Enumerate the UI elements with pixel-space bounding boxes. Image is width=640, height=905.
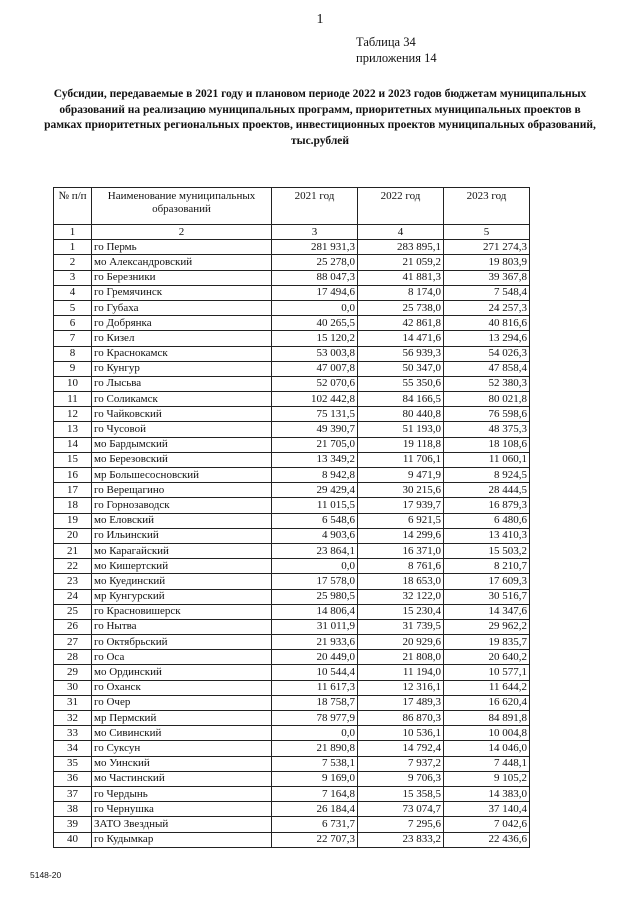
value-2022: 7 937,2 [358,756,444,771]
value-2021: 102 442,8 [272,392,358,407]
row-num: 28 [54,650,92,665]
value-2022: 55 350,6 [358,376,444,391]
municipality-name: мо Кишертский [92,559,272,574]
value-2021: 25 278,0 [272,255,358,270]
row-num: 38 [54,802,92,817]
table-row [54,802,530,817]
row-num: 19 [54,513,92,528]
table-row [54,619,530,634]
value-2021: 15 120,2 [272,331,358,346]
row-num: 14 [54,437,92,452]
row-num: 2 [54,255,92,270]
table-row [54,559,530,574]
value-2022: 19 118,8 [358,437,444,452]
value-2022: 7 295,6 [358,817,444,832]
value-2021: 23 864,1 [272,543,358,558]
subsidies-table [53,187,530,848]
row-num: 8 [54,346,92,361]
value-2021: 0,0 [272,726,358,741]
row-num: 34 [54,741,92,756]
value-2022: 21 059,2 [358,255,444,270]
municipality-name: мо Уинский [92,756,272,771]
value-2021: 9 169,0 [272,771,358,786]
table-row [54,695,530,710]
value-2021: 7 164,8 [272,786,358,801]
value-2021: 6 548,6 [272,513,358,528]
municipality-name: го Красновишерск [92,604,272,619]
table-row [54,635,530,650]
row-num: 18 [54,498,92,513]
value-2022: 6 921,5 [358,513,444,528]
municipality-name: го Кизел [92,331,272,346]
value-2021: 25 980,5 [272,589,358,604]
value-2022: 17 489,3 [358,695,444,710]
value-2023: 80 021,8 [444,392,530,407]
table-row [54,240,530,255]
value-2021: 21 933,6 [272,635,358,650]
value-2023: 47 858,4 [444,361,530,376]
value-2023: 7 042,6 [444,817,530,832]
col-index-2: 2 [92,225,272,240]
value-2023: 28 444,5 [444,483,530,498]
header-name: Наименование муниципальных образований [92,188,272,225]
table-row [54,255,530,270]
table-row [54,331,530,346]
value-2021: 21 890,8 [272,741,358,756]
value-2023: 8 924,5 [444,468,530,483]
value-2022: 12 316,1 [358,680,444,695]
value-2023: 22 436,6 [444,832,530,847]
value-2023: 271 274,3 [444,240,530,255]
value-2022: 283 895,1 [358,240,444,255]
value-2021: 26 184,4 [272,802,358,817]
value-2022: 86 870,3 [358,711,444,726]
value-2023: 54 026,3 [444,346,530,361]
row-num: 1 [54,240,92,255]
municipality-name: го Гремячинск [92,285,272,300]
document-title: Субсидии, передаваемые в 2021 году и плановом периоде 2022 и 2023 годов бюджетам муниципальных образований на реализацию муниципальных программ, приоритетных муниципальных проектов в рамках приоритетных региональных проектов, инвестиционных проектов муниципальных образований, тыс.рублей [44,88,596,147]
row-num: 13 [54,422,92,437]
value-2021: 47 007,8 [272,361,358,376]
table-row [54,452,530,467]
municipality-name: го Губаха [92,300,272,315]
value-2023: 19 803,9 [444,255,530,270]
municipality-name: мр Пермский [92,711,272,726]
table-row [54,346,530,361]
value-2021: 0,0 [272,559,358,574]
municipality-name: мо Березовский [92,452,272,467]
value-2022: 32 122,0 [358,589,444,604]
value-2021: 29 429,4 [272,483,358,498]
col-index-4: 4 [358,225,444,240]
municipality-name: мо Частинский [92,771,272,786]
table-row [54,756,530,771]
value-2021: 20 449,0 [272,650,358,665]
value-2023: 30 516,7 [444,589,530,604]
table-row [54,771,530,786]
value-2022: 80 440,8 [358,407,444,422]
value-2023: 11 644,2 [444,680,530,695]
table-row [54,543,530,558]
table-row [54,300,530,315]
value-2023: 48 375,3 [444,422,530,437]
value-2021: 7 538,1 [272,756,358,771]
value-2022: 20 929,6 [358,635,444,650]
value-2021: 281 931,3 [272,240,358,255]
value-2023: 10 577,1 [444,665,530,680]
value-2022: 9 706,3 [358,771,444,786]
municipality-name: мо Александровский [92,255,272,270]
value-2021: 14 806,4 [272,604,358,619]
value-2021: 40 265,5 [272,316,358,331]
value-2023: 76 598,6 [444,407,530,422]
value-2022: 15 230,4 [358,604,444,619]
value-2023: 37 140,4 [444,802,530,817]
table-row [54,832,530,847]
row-num: 7 [54,331,92,346]
table-row [54,285,530,300]
municipality-name: го Ильинский [92,528,272,543]
value-2022: 8 761,6 [358,559,444,574]
value-2021: 13 349,2 [272,452,358,467]
value-2023: 14 383,0 [444,786,530,801]
value-2022: 11 706,1 [358,452,444,467]
value-2022: 14 299,6 [358,528,444,543]
col-index-5: 5 [444,225,530,240]
row-num: 16 [54,468,92,483]
table-row [54,513,530,528]
row-num: 29 [54,665,92,680]
value-2023: 20 640,2 [444,650,530,665]
value-2023: 16 879,3 [444,498,530,513]
value-2023: 13 294,6 [444,331,530,346]
table-row [54,650,530,665]
table-row [54,711,530,726]
value-2022: 25 738,0 [358,300,444,315]
value-2021: 53 003,8 [272,346,358,361]
value-2022: 50 347,0 [358,361,444,376]
header-2022: 2022 год [358,188,444,225]
value-2023: 15 503,2 [444,543,530,558]
column-index-row [54,225,530,240]
row-num: 37 [54,786,92,801]
value-2023: 17 609,3 [444,574,530,589]
table-row [54,407,530,422]
table-row [54,741,530,756]
header-2021: 2021 год [272,188,358,225]
table-row [54,483,530,498]
value-2021: 52 070,6 [272,376,358,391]
value-2021: 31 011,9 [272,619,358,634]
table-reference [356,34,437,66]
table-row [54,786,530,801]
row-num: 15 [54,452,92,467]
row-num: 40 [54,832,92,847]
value-2023: 40 816,6 [444,316,530,331]
value-2022: 51 193,0 [358,422,444,437]
value-2023: 24 257,3 [444,300,530,315]
value-2023: 7 448,1 [444,756,530,771]
value-2021: 17 494,6 [272,285,358,300]
value-2021: 11 617,3 [272,680,358,695]
value-2023: 19 835,7 [444,635,530,650]
municipality-name: го Кудымкар [92,832,272,847]
value-2021: 75 131,5 [272,407,358,422]
municipality-name: го Оханск [92,680,272,695]
row-num: 22 [54,559,92,574]
value-2021: 21 705,0 [272,437,358,452]
value-2021: 22 707,3 [272,832,358,847]
row-num: 20 [54,528,92,543]
table-row [54,361,530,376]
municipality-name: го Березники [92,270,272,285]
value-2023: 13 410,3 [444,528,530,543]
value-2021: 4 903,6 [272,528,358,543]
value-2022: 16 371,0 [358,543,444,558]
value-2021: 0,0 [272,300,358,315]
value-2022: 8 174,0 [358,285,444,300]
value-2021: 49 390,7 [272,422,358,437]
value-2023: 7 548,4 [444,285,530,300]
table-row [54,528,530,543]
municipality-name: го Чердынь [92,786,272,801]
value-2023: 14 347,6 [444,604,530,619]
municipality-name: мо Куединский [92,574,272,589]
value-2022: 18 653,0 [358,574,444,589]
value-2022: 9 471,9 [358,468,444,483]
value-2023: 84 891,8 [444,711,530,726]
municipality-name: мо Еловский [92,513,272,528]
value-2021: 18 758,7 [272,695,358,710]
table-row [54,392,530,407]
value-2022: 30 215,6 [358,483,444,498]
row-num: 31 [54,695,92,710]
table-row [54,817,530,832]
value-2021: 88 047,3 [272,270,358,285]
value-2023: 18 108,6 [444,437,530,452]
row-num: 27 [54,635,92,650]
row-num: 4 [54,285,92,300]
col-index-1: 1 [54,225,92,240]
row-num: 39 [54,817,92,832]
municipality-name: ЗАТО Звездный [92,817,272,832]
value-2022: 73 074,7 [358,802,444,817]
table-row [54,468,530,483]
value-2023: 14 046,0 [444,741,530,756]
value-2021: 8 942,8 [272,468,358,483]
value-2022: 14 471,6 [358,331,444,346]
table-row [54,574,530,589]
value-2022: 42 861,8 [358,316,444,331]
municipality-name: го Соликамск [92,392,272,407]
municipality-name: го Нытва [92,619,272,634]
table-row [54,376,530,391]
page-number: 1 [316,12,324,27]
municipality-name: го Кунгур [92,361,272,376]
table-reference-line1: Таблица 34 [356,35,416,49]
value-2022: 21 808,0 [358,650,444,665]
municipality-name: го Пермь [92,240,272,255]
row-num: 33 [54,726,92,741]
municipality-name: го Суксун [92,741,272,756]
municipality-name: го Добрянка [92,316,272,331]
footer-code: 5148-20 [30,870,62,880]
municipality-name: го Верещагино [92,483,272,498]
value-2023: 8 210,7 [444,559,530,574]
value-2022: 56 939,3 [358,346,444,361]
value-2023: 39 367,8 [444,270,530,285]
value-2022: 17 939,7 [358,498,444,513]
table-row [54,422,530,437]
municipality-name: мр Большесосновский [92,468,272,483]
value-2023: 52 380,3 [444,376,530,391]
municipality-name: го Чусовой [92,422,272,437]
table-row [54,498,530,513]
table-row [54,589,530,604]
row-num: 21 [54,543,92,558]
value-2022: 10 536,1 [358,726,444,741]
value-2021: 17 578,0 [272,574,358,589]
header-2023: 2023 год [444,188,530,225]
municipality-name: го Чернушка [92,802,272,817]
row-num: 17 [54,483,92,498]
table-row [54,665,530,680]
row-num: 9 [54,361,92,376]
municipality-name: го Чайковский [92,407,272,422]
municipality-name: мр Кунгурский [92,589,272,604]
row-num: 23 [54,574,92,589]
value-2021: 10 544,4 [272,665,358,680]
header-row [54,188,530,225]
table-reference-line2: приложения 14 [356,51,437,65]
value-2022: 41 881,3 [358,270,444,285]
municipality-name: мо Бардымский [92,437,272,452]
table-row [54,437,530,452]
value-2023: 11 060,1 [444,452,530,467]
row-num: 32 [54,711,92,726]
value-2022: 15 358,5 [358,786,444,801]
col-index-3: 3 [272,225,358,240]
value-2021: 11 015,5 [272,498,358,513]
value-2022: 23 833,2 [358,832,444,847]
row-num: 35 [54,756,92,771]
row-num: 12 [54,407,92,422]
row-num: 26 [54,619,92,634]
row-num: 36 [54,771,92,786]
value-2022: 11 194,0 [358,665,444,680]
table-row [54,316,530,331]
municipality-name: мо Сивинский [92,726,272,741]
header-num: № п/п [54,188,92,225]
row-num: 24 [54,589,92,604]
value-2023: 16 620,4 [444,695,530,710]
table-row [54,680,530,695]
row-num: 30 [54,680,92,695]
value-2023: 29 962,2 [444,619,530,634]
municipality-name: мо Карагайский [92,543,272,558]
value-2022: 31 739,5 [358,619,444,634]
table-row [54,270,530,285]
municipality-name: го Горнозаводск [92,498,272,513]
table-row [54,604,530,619]
value-2022: 14 792,4 [358,741,444,756]
value-2021: 78 977,9 [272,711,358,726]
municipality-name: го Краснокамск [92,346,272,361]
municipality-name: го Оса [92,650,272,665]
municipality-name: го Октябрьский [92,635,272,650]
row-num: 6 [54,316,92,331]
row-num: 5 [54,300,92,315]
value-2022: 84 166,5 [358,392,444,407]
municipality-name: го Очер [92,695,272,710]
municipality-name: мо Ординский [92,665,272,680]
value-2023: 6 480,6 [444,513,530,528]
row-num: 10 [54,376,92,391]
municipality-name: го Лысьва [92,376,272,391]
value-2021: 6 731,7 [272,817,358,832]
value-2023: 10 004,8 [444,726,530,741]
row-num: 3 [54,270,92,285]
value-2023: 9 105,2 [444,771,530,786]
row-num: 11 [54,392,92,407]
row-num: 25 [54,604,92,619]
table-row [54,726,530,741]
